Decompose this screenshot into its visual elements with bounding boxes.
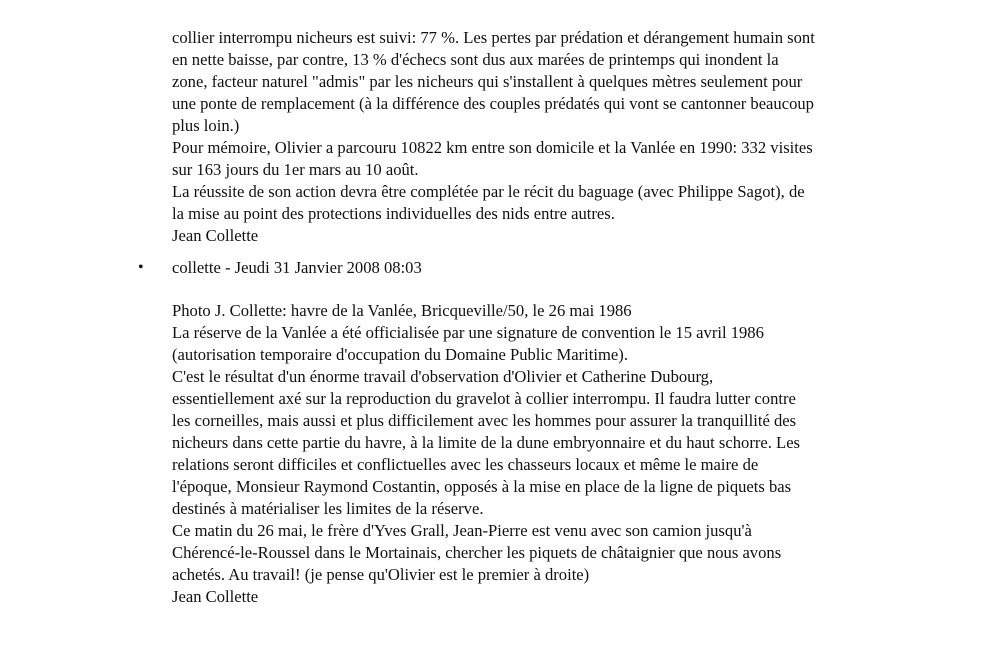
comment-header [172,257,872,279]
text-line: nicheurs dans cette partie du havre, à la limite de la dune embryonnaire et du haut schorre. Les [172,433,801,452]
text-line: achetés. Au travail! (je pense qu'Olivier est le premier à droite) [172,565,590,584]
text-line: les corneilles, mais aussi et plus difficilement avec les hommes pour assurer la tranquillité des [172,411,797,430]
signature: Jean Collette [172,226,259,245]
text-line: C'est le résultat d'un énorme travail d'observation d'Olivier et Catherine Dubourg, [172,367,714,386]
text-line: sur 163 jours du 1er mars au 10 août. [172,160,419,179]
text-line: La réserve de la Vanlée a été officialisée par une signature de convention le 15 avril 1986 [172,323,764,342]
comment-author-date: collette - Jeudi 31 Janvier 2008 08:03 [172,258,422,277]
text-line: zone, facteur naturel "admis" par les nicheurs qui s'installent à quelques mètres seulement pour [172,72,803,91]
text-line: Chérencé-le-Roussel dans le Mortainais, chercher les piquets de châtaignier que nous avons [172,543,782,562]
bullet-icon: • [138,259,144,276]
text-line: (autorisation temporaire d'occupation du Domaine Public Maritime). [172,345,628,364]
text-line: essentiellement axé sur la reproduction du gravelot à collier interrompu. Il faudra lutter contre [172,389,796,408]
text-line: destinés à matérialiser les limites de la réserve. [172,499,484,518]
text-line: en nette baisse, par contre, 13 % d'échecs sont dus aux marées de printemps qui inondent la [172,50,779,69]
text-line: Pour mémoire, Olivier a parcouru 10822 km entre son domicile et la Vanlée en 1990: 332 visites [172,138,813,157]
text-line: relations seront difficiles et conflictuelles avec les chasseurs locaux et même le maire de [172,455,759,474]
text-line: collier interrompu nicheurs est suivi: 77 %. Les pertes par prédation et dérangement humain sont [172,28,815,47]
photo-caption: Photo J. Collette: havre de la Vanlée, Bricqueville/50, le 26 mai 1986 [172,301,632,320]
comment-text-block [172,27,872,247]
text-line: Ce matin du 26 mai, le frère d'Yves Grall, Jean-Pierre est venu avec son camion jusqu'à [172,521,752,540]
comment-text-block [172,300,872,608]
text-line: une ponte de remplacement (à la différence des couples prédatés qui vont se cantonner beaucoup [172,94,814,113]
text-line: La réussite de son action devra être complétée par le récit du baguage (avec Philippe Sagot), de [172,182,805,201]
text-line: l'époque, Monsieur Raymond Costantin, opposés à la mise en place de la ligne de piquets bas [172,477,792,496]
text-line: plus loin.) [172,116,240,135]
signature: Jean Collette [172,587,259,606]
text-line: la mise au point des protections individuelles des nids entre autres. [172,204,615,223]
